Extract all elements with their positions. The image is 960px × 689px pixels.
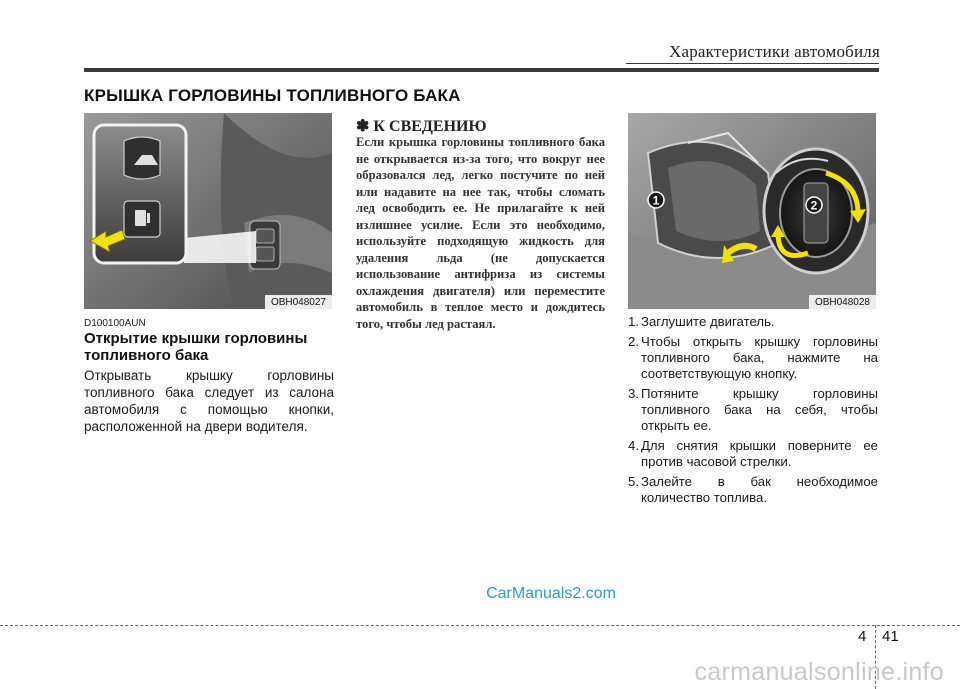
step-number: 5.	[628, 474, 639, 489]
watermark-bottom: carmanualsonline.info	[694, 658, 944, 686]
step-number: 1.	[628, 314, 639, 329]
footer-rule	[0, 625, 960, 626]
step-item	[628, 474, 878, 506]
step-item	[628, 386, 878, 434]
watermark-link[interactable]: CarManuals2.com	[486, 585, 616, 602]
callout-1-label: 1	[652, 193, 660, 208]
section-title: КРЫШКА ГОРЛОВИНЫ ТОПЛИВНОГО БАКА	[84, 86, 461, 105]
step-number: 3.	[628, 386, 639, 401]
door-button-photo	[84, 113, 332, 309]
step-number: 2.	[628, 334, 639, 349]
page-number: 41	[882, 628, 899, 645]
callout-2-label: 2	[810, 198, 818, 213]
fuel-door-photo	[628, 113, 876, 309]
steps-list	[628, 314, 878, 510]
info-body-text: Если крышка горловины топливного бака не открывается из-за того, что вокруг нее образовался лед, легко постучите по ней или надавите на нее так, чтобы сломать лед освободить ее. Не прилагайте к ней излишнее усилие. Если это необходимо, используйте подходящую жидкость для удаления льда (не допускается использование антифриза из системы охлаждения двигателя) или переместите автомобиль в теплое место и дождитесь того, чтобы лед растаял.	[356, 135, 605, 331]
section-number: 4	[858, 628, 867, 645]
door-button-illustration	[84, 113, 332, 309]
step-item	[628, 438, 878, 470]
step-text: Залейте в бак необходимое количество топлива.	[641, 474, 878, 505]
step-text: Потяните крышку горловины топливного бака на себя, чтобы открыть ее.	[641, 386, 878, 433]
left-photo-label: OBH048027	[265, 295, 332, 309]
header-rule	[84, 68, 879, 72]
step-text: Чтобы открыть крышку горловины топливного бака, нажмите на соответствующую кнопку.	[641, 334, 878, 381]
header-rule-thin	[626, 63, 879, 64]
info-heading: ✽ К СВЕДЕНИЮ	[356, 118, 487, 135]
right-photo-label: OBH048028	[809, 295, 876, 309]
step-item	[628, 314, 878, 330]
step-text: Заглушите двигатель.	[641, 314, 775, 329]
running-header: Характеристики автомобиля	[669, 42, 880, 61]
step-number: 4.	[628, 438, 639, 453]
section-code: D100100AUN	[84, 318, 146, 329]
subheading: Открытие крышки горловины топливного бака	[84, 330, 308, 364]
left-body-text: Открывать крышку горловины топливного бака следует из салона автомобиля с помощью кнопки, расположенной на двери водителя.	[84, 368, 334, 434]
step-text: Для снятия крышки поверните ее против часовой стрелки.	[641, 438, 878, 469]
step-item	[628, 334, 878, 382]
fuel-door-illustration	[628, 113, 876, 309]
